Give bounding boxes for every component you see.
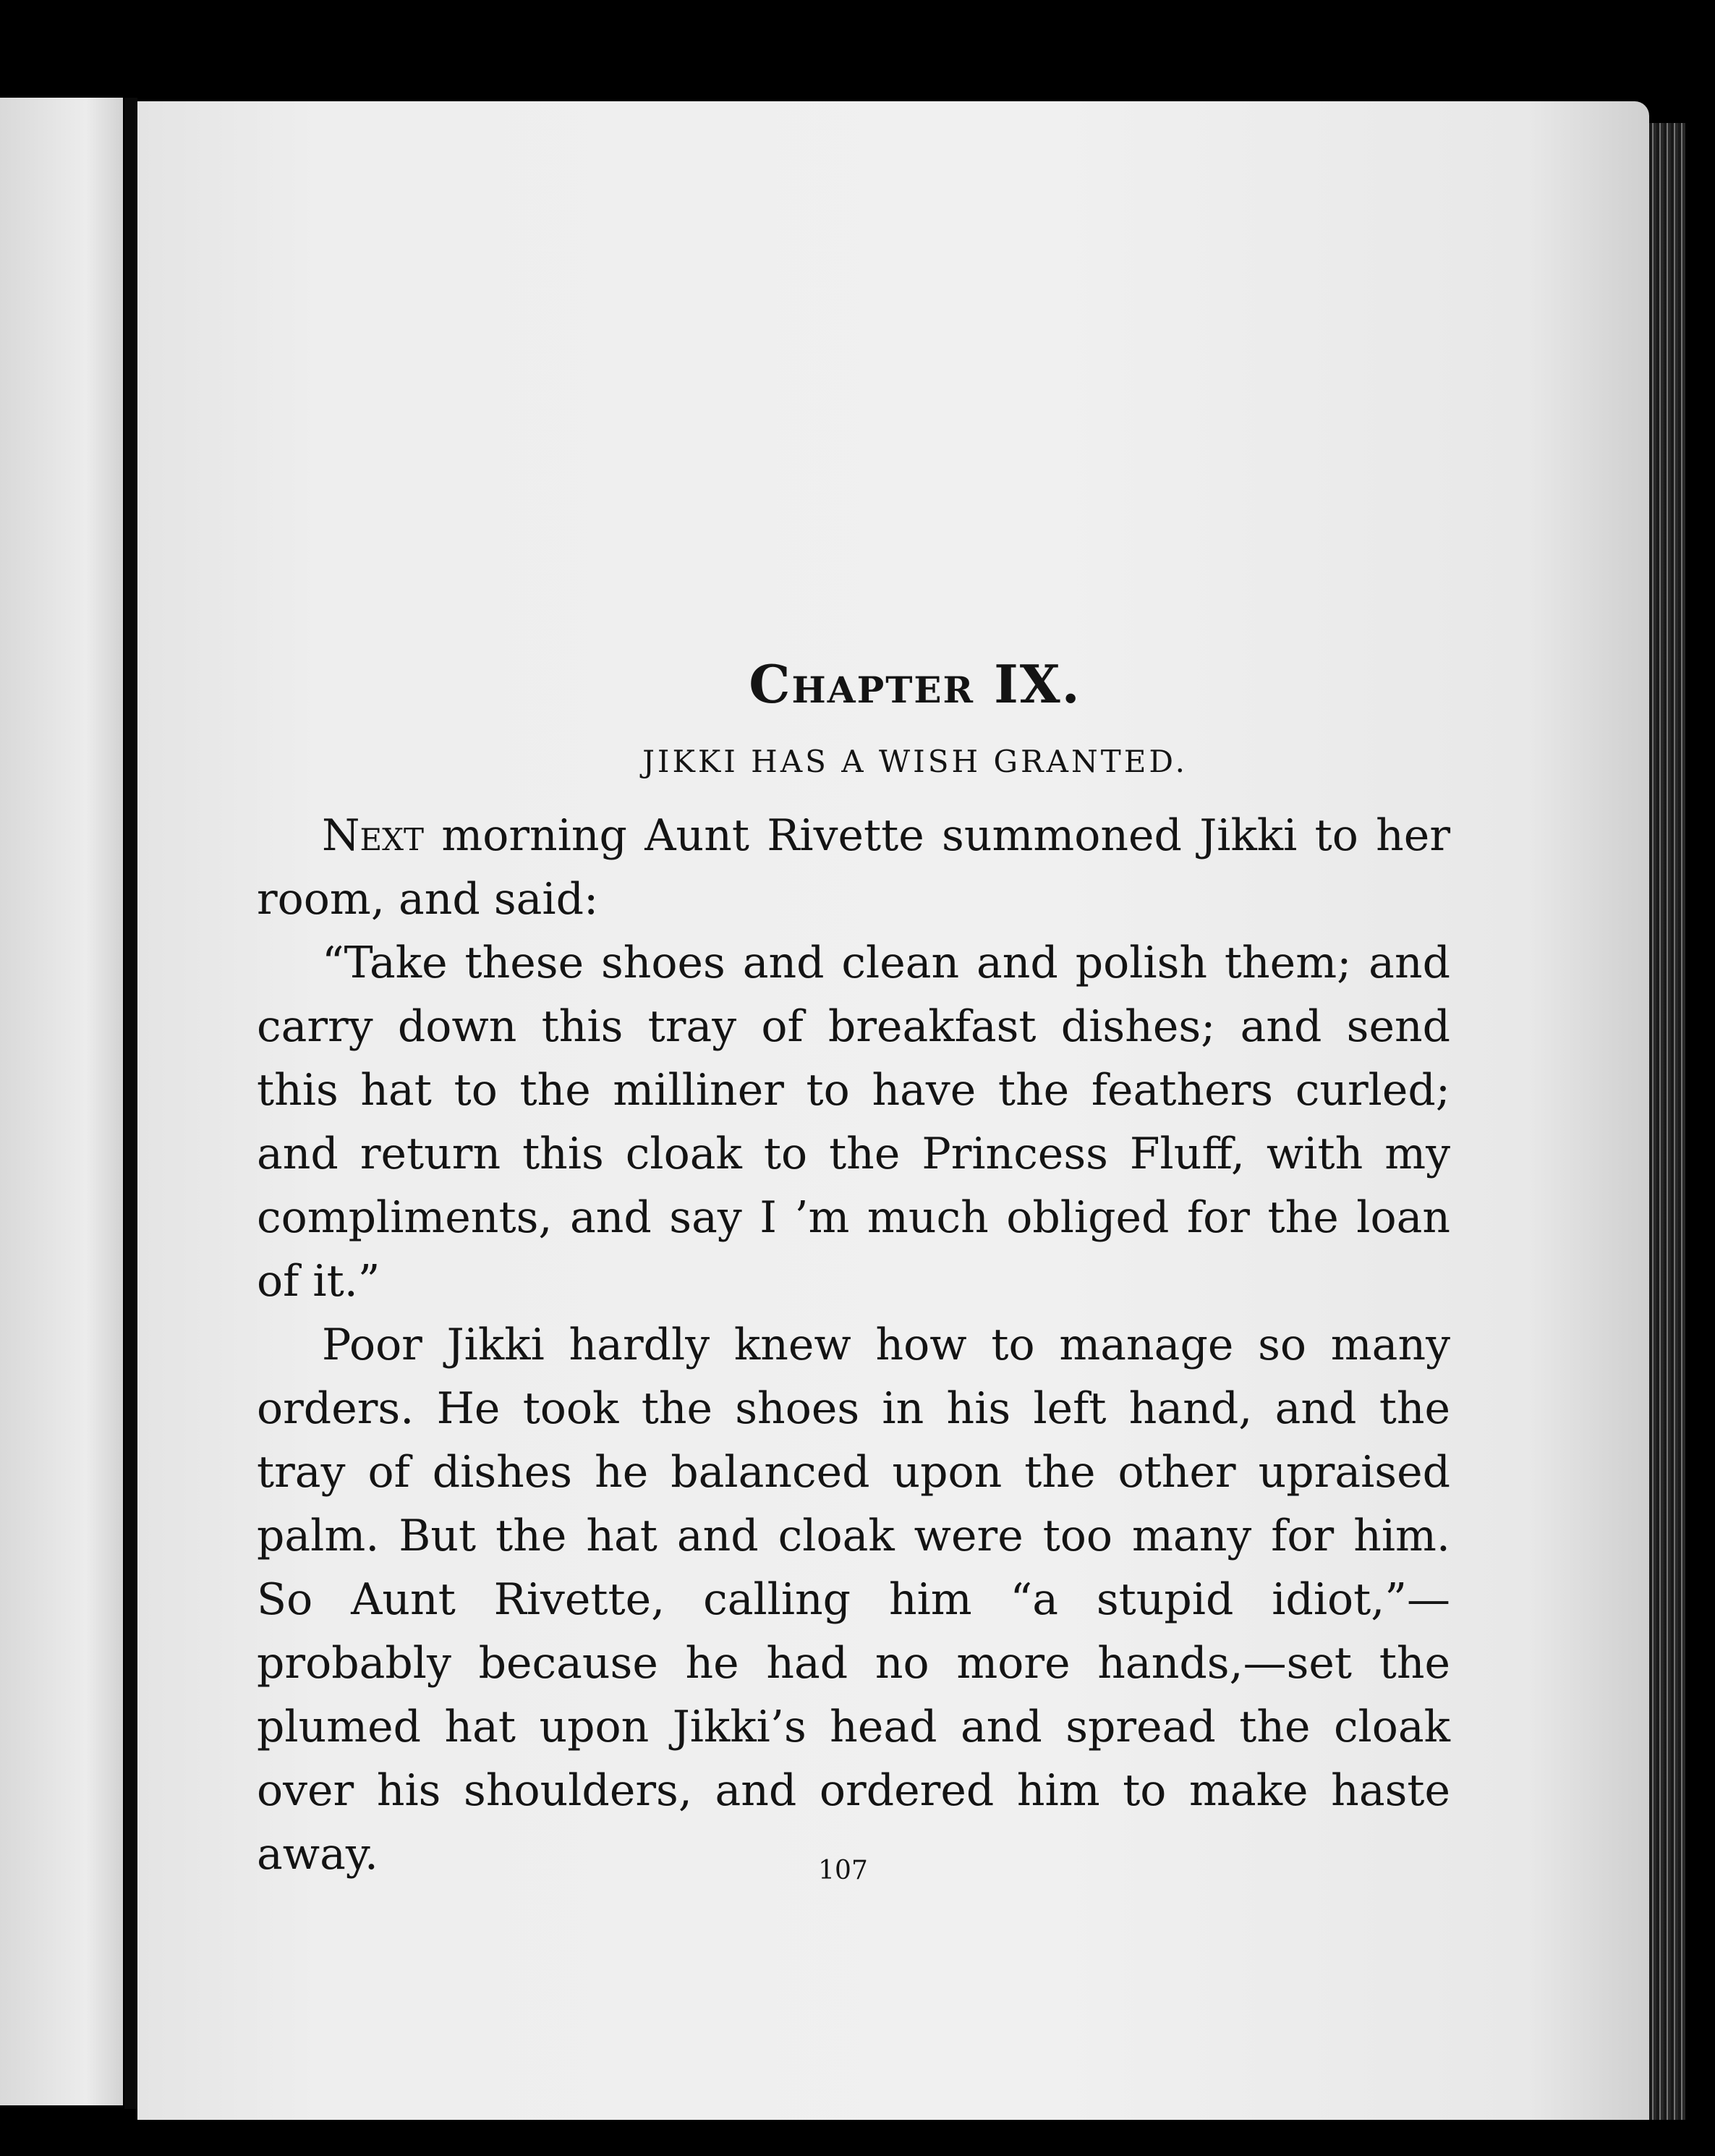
- chapter-text-block: [257, 637, 1450, 1886]
- paragraph-lead-word: Next: [322, 810, 425, 861]
- chapter-subtitle: JIKKI HAS A WISH GRANTED.: [642, 744, 1188, 779]
- paragraph-1: [257, 804, 1450, 931]
- paragraph-2: [257, 931, 1450, 1313]
- page-number: 107: [818, 1856, 868, 1885]
- book-gutter: [124, 98, 137, 2109]
- paragraph-3: [257, 1313, 1450, 1886]
- paragraph-text: morning Aunt Rivette summoned Jikki to her room, and said:: [257, 810, 1450, 925]
- chapter-title: Chapter IX.: [749, 653, 1081, 715]
- page-edge-stack: [1649, 123, 1685, 2120]
- paragraph-text: Poor Jikki hardly knew how to manage so many orders. He took the shoes in his left hand, and the tray of dishes he balanced upon the other upraised palm. But the hat and cloak were too many for him. So Aunt Rivette, calling him “a stupid idiot,”—probably because he had no more hands,—set the plumed hat upon Jikki’s head and spread the cloak over his shoulders, and ordered him to make haste away.: [257, 1320, 1450, 1880]
- paragraph-text: “Take these shoes and clean and polish them; and carry down this tray of breakfast dishes; and send this hat to the milliner to have the feathers curled; and return this cloak to the Princess Fluff, with my compliments, and say I ’m much obliged for the loan of it.”: [257, 938, 1450, 1307]
- facing-page-edge: [0, 98, 123, 2105]
